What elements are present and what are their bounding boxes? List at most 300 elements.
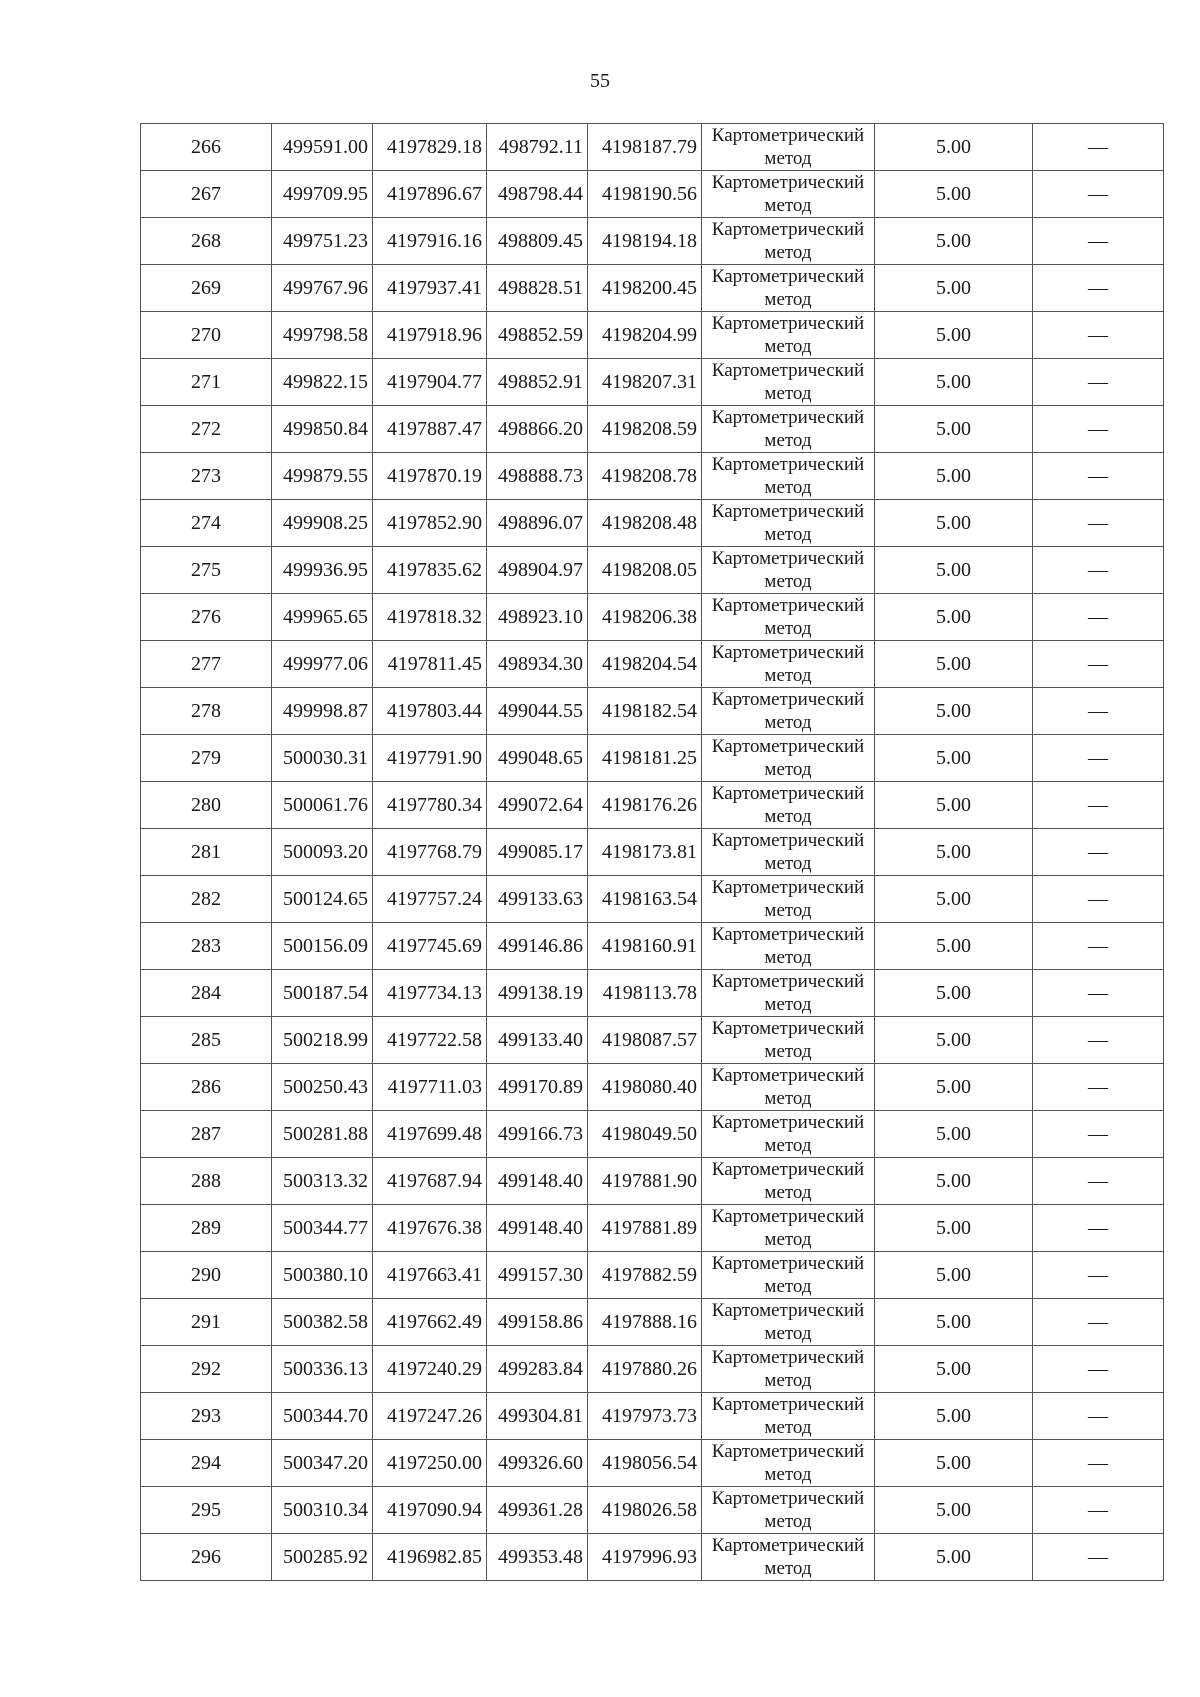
x-coordinate-cell: 499072.64 [487,782,588,829]
y-coordinate-cell: 4198173.81 [588,829,702,876]
y-coordinate-cell: 4197711.03 [373,1064,487,1111]
y-coordinate-cell: 4197852.90 [373,500,487,547]
description-cell: — [1033,500,1164,547]
method-line: метод [764,618,812,639]
method-line: метод [764,1558,812,1579]
description-cell: — [1033,547,1164,594]
x-coordinate-cell: 499709.95 [272,171,373,218]
method-line: метод [764,1511,812,1532]
y-coordinate-cell: 4198049.50 [588,1111,702,1158]
table-row [141,1111,1164,1158]
point-number-cell: 290 [141,1252,272,1299]
method-line: Картометрический [711,1488,865,1509]
accuracy-cell: 5.00 [875,1064,1033,1111]
x-coordinate-cell: 499798.58 [272,312,373,359]
description-cell: — [1033,688,1164,735]
x-coordinate-cell: 500030.31 [272,735,373,782]
x-coordinate-cell: 498934.30 [487,641,588,688]
method-line: метод [764,1041,812,1062]
method-line: Картометрический [711,1394,865,1415]
method-line: метод [764,712,812,733]
y-coordinate-cell: 4197818.32 [373,594,487,641]
y-coordinate-cell: 4197676.38 [373,1205,487,1252]
accuracy-cell: 5.00 [875,641,1033,688]
table-row [141,1064,1164,1111]
table-row [141,829,1164,876]
table-row [141,1299,1164,1346]
point-number-cell: 267 [141,171,272,218]
description-cell: — [1033,1017,1164,1064]
y-coordinate-cell: 4198208.05 [588,547,702,594]
table-row [141,1205,1164,1252]
point-number-cell: 294 [141,1440,272,1487]
x-coordinate-cell: 498798.44 [487,171,588,218]
method-line: Картометрический [711,689,865,710]
point-number-cell: 276 [141,594,272,641]
y-coordinate-cell: 4197904.77 [373,359,487,406]
method-line: метод [764,994,812,1015]
y-coordinate-cell: 4197870.19 [373,453,487,500]
y-coordinate-cell: 4197881.89 [588,1205,702,1252]
x-coordinate-cell: 499138.19 [487,970,588,1017]
y-coordinate-cell: 4198163.54 [588,876,702,923]
y-coordinate-cell: 4197881.90 [588,1158,702,1205]
x-coordinate-cell: 498792.11 [487,124,588,171]
point-number-cell: 270 [141,312,272,359]
method-cell [702,124,875,171]
point-number-cell: 283 [141,923,272,970]
y-coordinate-cell: 4198190.56 [588,171,702,218]
point-number-cell: 296 [141,1534,272,1581]
x-coordinate-cell: 499148.40 [487,1205,588,1252]
description-cell: — [1033,1158,1164,1205]
method-line: метод [764,1323,812,1344]
x-coordinate-cell: 499850.84 [272,406,373,453]
method-cell [702,688,875,735]
method-line: метод [764,430,812,451]
accuracy-cell: 5.00 [875,688,1033,735]
method-cell [702,406,875,453]
method-line: метод [764,571,812,592]
y-coordinate-cell: 4197699.48 [373,1111,487,1158]
x-coordinate-cell: 499133.40 [487,1017,588,1064]
method-line: метод [764,289,812,310]
point-number-cell: 285 [141,1017,272,1064]
method-line: Картометрический [711,360,865,381]
method-cell [702,1158,875,1205]
x-coordinate-cell: 500380.10 [272,1252,373,1299]
accuracy-cell: 5.00 [875,124,1033,171]
accuracy-cell: 5.00 [875,782,1033,829]
y-coordinate-cell: 4198187.79 [588,124,702,171]
accuracy-cell: 5.00 [875,1346,1033,1393]
method-line: Картометрический [711,877,865,898]
y-coordinate-cell: 4197247.26 [373,1393,487,1440]
table-body [141,124,1164,1581]
x-coordinate-cell: 499133.63 [487,876,588,923]
x-coordinate-cell: 498896.07 [487,500,588,547]
method-line: метод [764,759,812,780]
table-row [141,1440,1164,1487]
y-coordinate-cell: 4198087.57 [588,1017,702,1064]
point-number-cell: 279 [141,735,272,782]
method-cell [702,594,875,641]
y-coordinate-cell: 4198208.48 [588,500,702,547]
x-coordinate-cell: 500218.99 [272,1017,373,1064]
method-cell [702,1064,875,1111]
y-coordinate-cell: 4197745.69 [373,923,487,970]
table-row [141,500,1164,547]
y-coordinate-cell: 4197768.79 [373,829,487,876]
x-coordinate-cell: 499936.95 [272,547,373,594]
y-coordinate-cell: 4197887.47 [373,406,487,453]
description-cell: — [1033,876,1164,923]
y-coordinate-cell: 4197250.00 [373,1440,487,1487]
method-line: Картометрический [711,454,865,475]
y-coordinate-cell: 4197916.16 [373,218,487,265]
y-coordinate-cell: 4197722.58 [373,1017,487,1064]
point-number-cell: 284 [141,970,272,1017]
method-cell [702,1017,875,1064]
method-cell [702,1299,875,1346]
y-coordinate-cell: 4198080.40 [588,1064,702,1111]
method-cell [702,453,875,500]
y-coordinate-cell: 4197757.24 [373,876,487,923]
method-cell [702,876,875,923]
table-row [141,735,1164,782]
method-cell [702,641,875,688]
x-coordinate-cell: 499048.65 [487,735,588,782]
method-cell [702,1393,875,1440]
description-cell: — [1033,1205,1164,1252]
description-cell: — [1033,1346,1164,1393]
y-coordinate-cell: 4197880.26 [588,1346,702,1393]
description-cell: — [1033,265,1164,312]
method-cell [702,1205,875,1252]
y-coordinate-cell: 4198194.18 [588,218,702,265]
point-number-cell: 289 [141,1205,272,1252]
description-cell: — [1033,1440,1164,1487]
method-line: Картометрический [711,1065,865,1086]
method-line: Картометрический [711,1253,865,1274]
y-coordinate-cell: 4197687.94 [373,1158,487,1205]
x-coordinate-cell: 498888.73 [487,453,588,500]
method-line: метод [764,336,812,357]
y-coordinate-cell: 4197734.13 [373,970,487,1017]
x-coordinate-cell: 500313.32 [272,1158,373,1205]
method-line: Картометрический [711,595,865,616]
method-line: Картометрический [711,219,865,240]
description-cell: — [1033,594,1164,641]
description-cell: — [1033,829,1164,876]
x-coordinate-cell: 499822.15 [272,359,373,406]
y-coordinate-cell: 4197937.41 [373,265,487,312]
y-coordinate-cell: 4197803.44 [373,688,487,735]
method-line: метод [764,806,812,827]
y-coordinate-cell: 4198026.58 [588,1487,702,1534]
description-cell: — [1033,1064,1164,1111]
method-line: Картометрический [711,736,865,757]
point-number-cell: 292 [141,1346,272,1393]
point-number-cell: 291 [141,1299,272,1346]
description-cell: — [1033,1534,1164,1581]
x-coordinate-cell: 500093.20 [272,829,373,876]
method-cell [702,1534,875,1581]
x-coordinate-cell: 499170.89 [487,1064,588,1111]
method-line: Картометрический [711,407,865,428]
x-coordinate-cell: 499767.96 [272,265,373,312]
table-row [141,547,1164,594]
method-line: метод [764,477,812,498]
method-line: Картометрический [711,1206,865,1227]
y-coordinate-cell: 4197829.18 [373,124,487,171]
accuracy-cell: 5.00 [875,406,1033,453]
accuracy-cell: 5.00 [875,1111,1033,1158]
point-number-cell: 295 [141,1487,272,1534]
y-coordinate-cell: 4197835.62 [373,547,487,594]
point-number-cell: 293 [141,1393,272,1440]
method-line: Картометрический [711,971,865,992]
table-row [141,782,1164,829]
coordinates-table [140,123,1164,1581]
description-cell: — [1033,312,1164,359]
method-line: метод [764,947,812,968]
point-number-cell: 280 [141,782,272,829]
method-line: Картометрический [711,266,865,287]
y-coordinate-cell: 4198200.45 [588,265,702,312]
y-coordinate-cell: 4197240.29 [373,1346,487,1393]
y-coordinate-cell: 4198182.54 [588,688,702,735]
table-row [141,406,1164,453]
method-line: Картометрический [711,501,865,522]
method-cell [702,1252,875,1299]
description-cell: — [1033,1393,1164,1440]
method-line: Картометрический [711,783,865,804]
x-coordinate-cell: 499977.06 [272,641,373,688]
y-coordinate-cell: 4197882.59 [588,1252,702,1299]
y-coordinate-cell: 4197090.94 [373,1487,487,1534]
y-coordinate-cell: 4198160.91 [588,923,702,970]
method-line: Картометрический [711,125,865,146]
accuracy-cell: 5.00 [875,735,1033,782]
x-coordinate-cell: 499908.25 [272,500,373,547]
method-line: метод [764,1464,812,1485]
accuracy-cell: 5.00 [875,1440,1033,1487]
x-coordinate-cell: 499146.86 [487,923,588,970]
method-line: Картометрический [711,1018,865,1039]
accuracy-cell: 5.00 [875,312,1033,359]
method-cell [702,782,875,829]
point-number-cell: 287 [141,1111,272,1158]
x-coordinate-cell: 500347.20 [272,1440,373,1487]
method-line: Картометрический [711,1347,865,1368]
method-line: Картометрический [711,172,865,193]
method-line: метод [764,524,812,545]
point-number-cell: 278 [141,688,272,735]
point-number-cell: 277 [141,641,272,688]
accuracy-cell: 5.00 [875,218,1033,265]
point-number-cell: 272 [141,406,272,453]
x-coordinate-cell: 500336.13 [272,1346,373,1393]
table-row [141,923,1164,970]
method-line: метод [764,1182,812,1203]
method-cell [702,1111,875,1158]
accuracy-cell: 5.00 [875,1487,1033,1534]
accuracy-cell: 5.00 [875,1393,1033,1440]
description-cell: — [1033,1299,1164,1346]
x-coordinate-cell: 498852.91 [487,359,588,406]
method-line: метод [764,383,812,404]
y-coordinate-cell: 4196982.85 [373,1534,487,1581]
description-cell: — [1033,453,1164,500]
x-coordinate-cell: 500310.34 [272,1487,373,1534]
y-coordinate-cell: 4198181.25 [588,735,702,782]
description-cell: — [1033,735,1164,782]
x-coordinate-cell: 499166.73 [487,1111,588,1158]
point-number-cell: 268 [141,218,272,265]
x-coordinate-cell: 500281.88 [272,1111,373,1158]
point-number-cell: 269 [141,265,272,312]
accuracy-cell: 5.00 [875,547,1033,594]
method-cell [702,218,875,265]
description-cell: — [1033,124,1164,171]
y-coordinate-cell: 4197973.73 [588,1393,702,1440]
description-cell: — [1033,1252,1164,1299]
x-coordinate-cell: 498866.20 [487,406,588,453]
method-line: Картометрический [711,1112,865,1133]
x-coordinate-cell: 499148.40 [487,1158,588,1205]
table-row [141,1158,1164,1205]
x-coordinate-cell: 500156.09 [272,923,373,970]
y-coordinate-cell: 4198056.54 [588,1440,702,1487]
x-coordinate-cell: 499591.00 [272,124,373,171]
method-cell [702,735,875,782]
accuracy-cell: 5.00 [875,1017,1033,1064]
x-coordinate-cell: 500285.92 [272,1534,373,1581]
table-row [141,688,1164,735]
x-coordinate-cell: 500344.77 [272,1205,373,1252]
x-coordinate-cell: 500344.70 [272,1393,373,1440]
method-cell [702,265,875,312]
y-coordinate-cell: 4197791.90 [373,735,487,782]
accuracy-cell: 5.00 [875,594,1033,641]
method-line: Картометрический [711,642,865,663]
method-line: Картометрический [711,313,865,334]
description-cell: — [1033,782,1164,829]
description-cell: — [1033,923,1164,970]
x-coordinate-cell: 500124.65 [272,876,373,923]
method-line: Картометрический [711,924,865,945]
method-line: метод [764,1088,812,1109]
y-coordinate-cell: 4198113.78 [588,970,702,1017]
method-line: Картометрический [711,548,865,569]
method-line: метод [764,1135,812,1156]
y-coordinate-cell: 4197662.49 [373,1299,487,1346]
point-number-cell: 271 [141,359,272,406]
accuracy-cell: 5.00 [875,876,1033,923]
y-coordinate-cell: 4198206.38 [588,594,702,641]
accuracy-cell: 5.00 [875,829,1033,876]
method-line: метод [764,1229,812,1250]
description-cell: — [1033,406,1164,453]
description-cell: — [1033,218,1164,265]
method-line: Картометрический [711,1441,865,1462]
description-cell: — [1033,171,1164,218]
y-coordinate-cell: 4198208.78 [588,453,702,500]
x-coordinate-cell: 498923.10 [487,594,588,641]
accuracy-cell: 5.00 [875,1158,1033,1205]
y-coordinate-cell: 4198208.59 [588,406,702,453]
accuracy-cell: 5.00 [875,1252,1033,1299]
point-number-cell: 275 [141,547,272,594]
accuracy-cell: 5.00 [875,970,1033,1017]
method-cell [702,970,875,1017]
accuracy-cell: 5.00 [875,453,1033,500]
table-row [141,1252,1164,1299]
accuracy-cell: 5.00 [875,359,1033,406]
table-row [141,265,1164,312]
point-number-cell: 273 [141,453,272,500]
y-coordinate-cell: 4197996.93 [588,1534,702,1581]
accuracy-cell: 5.00 [875,1534,1033,1581]
x-coordinate-cell: 500061.76 [272,782,373,829]
method-line: метод [764,1417,812,1438]
x-coordinate-cell: 500187.54 [272,970,373,1017]
table-row [141,1534,1164,1581]
accuracy-cell: 5.00 [875,500,1033,547]
x-coordinate-cell: 498904.97 [487,547,588,594]
y-coordinate-cell: 4197780.34 [373,782,487,829]
method-line: метод [764,242,812,263]
table-row [141,453,1164,500]
y-coordinate-cell: 4197888.16 [588,1299,702,1346]
accuracy-cell: 5.00 [875,171,1033,218]
y-coordinate-cell: 4198176.26 [588,782,702,829]
point-number-cell: 274 [141,500,272,547]
table-row [141,1487,1164,1534]
x-coordinate-cell: 499157.30 [487,1252,588,1299]
x-coordinate-cell: 499044.55 [487,688,588,735]
x-coordinate-cell: 498809.45 [487,218,588,265]
x-coordinate-cell: 499283.84 [487,1346,588,1393]
table-row [141,970,1164,1017]
table-row [141,124,1164,171]
table-row [141,171,1164,218]
x-coordinate-cell: 498828.51 [487,265,588,312]
x-coordinate-cell: 499751.23 [272,218,373,265]
point-number-cell: 282 [141,876,272,923]
x-coordinate-cell: 499879.55 [272,453,373,500]
method-line: метод [764,195,812,216]
x-coordinate-cell: 499304.81 [487,1393,588,1440]
method-line: метод [764,853,812,874]
accuracy-cell: 5.00 [875,265,1033,312]
method-line: метод [764,148,812,169]
table-row [141,1346,1164,1393]
method-cell [702,547,875,594]
method-line: Картометрический [711,1300,865,1321]
point-number-cell: 266 [141,124,272,171]
x-coordinate-cell: 500250.43 [272,1064,373,1111]
method-cell [702,359,875,406]
point-number-cell: 286 [141,1064,272,1111]
x-coordinate-cell: 498852.59 [487,312,588,359]
table-row [141,641,1164,688]
y-coordinate-cell: 4197918.96 [373,312,487,359]
y-coordinate-cell: 4198207.31 [588,359,702,406]
description-cell: — [1033,970,1164,1017]
table-row [141,218,1164,265]
